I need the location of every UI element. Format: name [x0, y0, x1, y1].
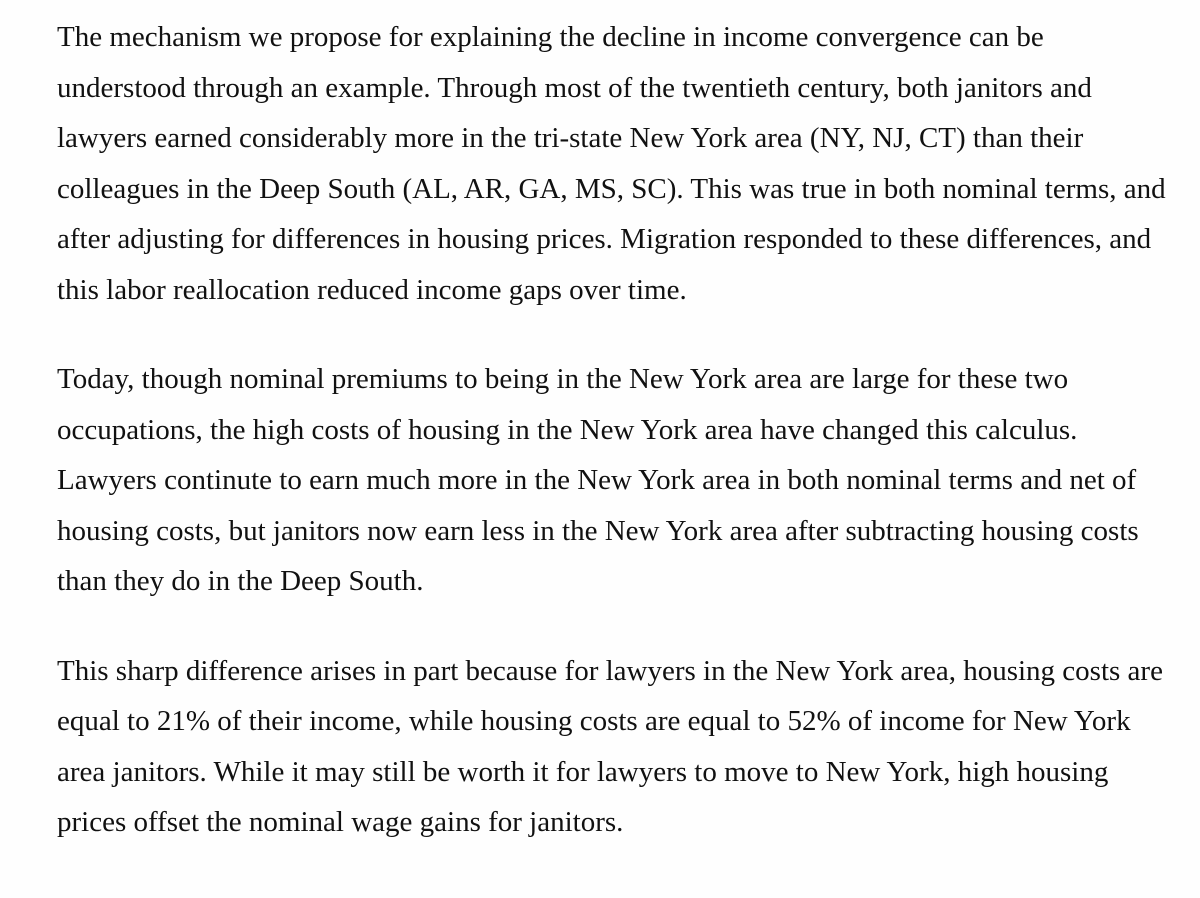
paragraph-3: This sharp difference arises in part because for lawyers in the New York area, housing costs are equal to 21% of their income, while housing costs are equal to 52% of income for New York area janitors. While it may still be worth it for lawyers to move to New York, high housing prices offset the nominal wage gains for janitors. — [57, 654, 1163, 838]
article-body — [57, 0, 1172, 848]
paragraph-1: The mechanism we propose for explaining the decline in income convergence can be understood through an example. Through most of the twentieth century, both janitors and lawyers earned considerably more in the tri-state New York area (NY, NJ, CT) than their colleagues in the Deep South (AL, AR, GA, MS, SC). This was true in both nominal terms, and after adjusting for differences in housing prices. Migration responded to these differences, and this labor reallocation reduced income gaps over time. — [57, 21, 1166, 306]
paragraph-2: Today, though nominal premiums to being in the New York area are large for these two occupations, the high costs of housing in the New York area have changed this calculus. Lawyers continute to earn much more in the New York area in both nominal terms and net of housing costs, but janitors now earn less in the New York area after subtracting housing costs than they do in the Deep South. — [57, 363, 1139, 597]
